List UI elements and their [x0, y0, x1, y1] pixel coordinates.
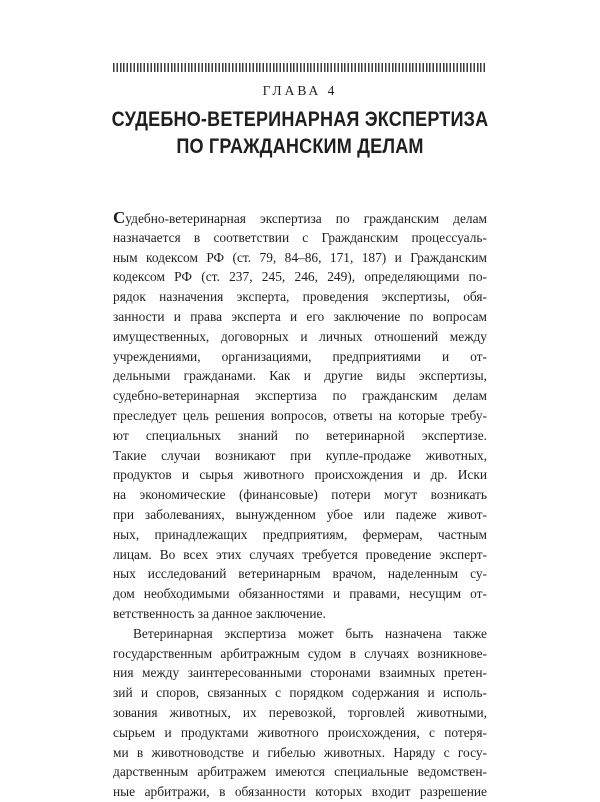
- text-line: ветственность за данное заключение.: [113, 605, 326, 621]
- text-line: ют специальных знаний по ветеринарной экспертизе.: [113, 427, 487, 443]
- chapter-header-rule: [113, 63, 487, 72]
- text-line: судебно-ветеринарная экспертиза по гражданским делам: [113, 388, 487, 404]
- text-line: дельными гражданами. Как и другие виды экспертизы,: [113, 368, 487, 384]
- text-line: назначается в соответствии с Гражданским процессуаль-: [113, 229, 487, 245]
- chapter-title-line-1: СУДЕБНО-ВЕТЕРИНАРНАЯ ЭКСПЕРТИЗА: [111, 108, 489, 131]
- text-line: имущественных, договорных и личных отношений между: [113, 328, 487, 344]
- text-line: дом необходимыми обязанностями и правами, несущим от-: [113, 586, 487, 602]
- text-line: ным кодексом РФ (ст. 79, 84–86, 171, 187) и Гражданским: [113, 249, 487, 265]
- text-line: Судебно-ветеринарная экспертиза по гражданским делам: [113, 208, 487, 227]
- drop-cap: С: [113, 208, 126, 227]
- chapter-title-line-2: ПО ГРАЖДАНСКИМ ДЕЛАМ: [176, 135, 424, 158]
- text-line: государственным арбитражным судом в случаях возникнове-: [113, 645, 487, 661]
- text-line: при заболеваниях, вынужденном убое или падеже живот-: [113, 506, 487, 522]
- paragraph-2: [113, 624, 487, 802]
- chapter-label: ГЛАВА 4: [262, 83, 338, 98]
- text-line: ные арбитражи, в обязанности которых входит разрешение: [113, 784, 487, 800]
- text-line: продуктов и сырья животного происхождения и др. Иски: [113, 467, 487, 483]
- chapter-title: [0, 106, 600, 160]
- text-line: на экономические (финансовые) потери могут возникать: [113, 487, 487, 503]
- text-line: рядок назначения эксперта, проведения экспертизы, обя-: [113, 289, 487, 305]
- text-line: сырьем и продуктами животного происхождения, с потеря-: [113, 724, 487, 740]
- text-line: занности и права эксперта и его заключение по вопросам: [113, 308, 487, 324]
- text-line: преследует цель решения вопросов, ответы на которые требу-: [113, 407, 487, 423]
- text-line: ных, принадлежащих предприятиям, фермерам, частным: [113, 526, 487, 542]
- paragraph-1: [113, 208, 487, 624]
- text-line: Ветеринарная экспертиза может быть назначена также: [133, 625, 487, 641]
- text-line: зий и споров, связанных с порядком содержания и исполь-: [113, 685, 487, 701]
- text-line: лицам. Во всех этих случаях требуется проведение эксперт-: [113, 546, 487, 562]
- text-line: Такие случаи возникают при купле-продаже животных,: [113, 447, 487, 463]
- text-line: учреждениями, организациями, предприятиями и от-: [113, 348, 487, 364]
- text-line: ния между заинтересованными сторонами взаимных претен-: [113, 665, 487, 681]
- body-text: [113, 208, 487, 802]
- text-line: ных исследований ветеринарным врачом, наделенным су-: [113, 566, 487, 582]
- text-line: зования животных, их перевозкой, торговлей животными,: [113, 704, 487, 720]
- text-line: дарственным арбитражем имеются специальные ведомствен-: [113, 764, 487, 780]
- text-line: ми в животноводстве и гибелью животных. Наряду с госу-: [113, 744, 487, 760]
- text-line: кодексом РФ (ст. 237, 245, 246, 249), определяющими по-: [113, 269, 487, 285]
